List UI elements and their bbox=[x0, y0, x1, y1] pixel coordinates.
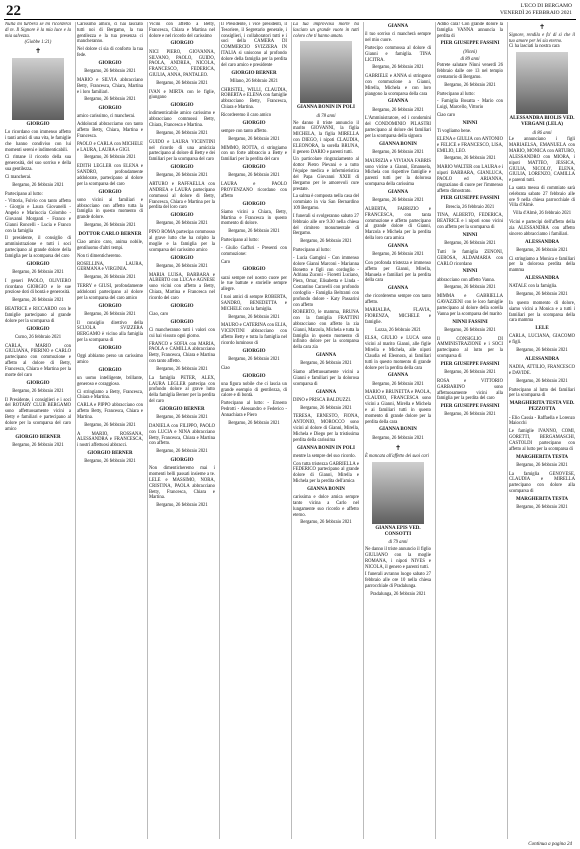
notice-text: Il CONSIGLIO DI AMMINISTRAZIONE e i SOCI partecipano al lutto per la scomparsa di bbox=[437, 336, 503, 360]
deceased-name: GIANNA BONIN IN POLI bbox=[297, 445, 355, 451]
cross-symbol: ✝ bbox=[35, 47, 41, 56]
notice-text: il tuo sorriso ci mancherà sempre nel mio cuore. bbox=[365, 32, 431, 44]
column-2 bbox=[75, 22, 144, 839]
deceased-name: GIORGIO bbox=[242, 348, 266, 354]
notice-text: Non ti dimenticheremo. bbox=[77, 253, 122, 259]
column-1 bbox=[4, 22, 72, 839]
notice-text: Caro bbox=[221, 259, 231, 265]
place-date: Bergamo, 26 febbraio 2021 bbox=[516, 378, 568, 384]
place-date: Bergamo, 26 febbraio 2021 bbox=[444, 370, 496, 376]
subtitle-text: di 86 anni bbox=[532, 130, 552, 136]
notice-text: Addolorati abbracciamo con tanto affetto Betty, Chiara, Martina e Francesca. bbox=[77, 122, 143, 139]
place-date: Pradalunga, 26 febbraio 2021 bbox=[370, 591, 426, 597]
deceased-name: GIORGIO bbox=[170, 213, 194, 219]
deceased-name: NINNI bbox=[462, 120, 478, 126]
notice-text: Partecipano al lutto: bbox=[221, 238, 259, 244]
notice-text: ROBERTO, le mamma, BRUNA con la famiglia FRATTINI abbracciano con affetto la zia Gianni, Marzola, Michela e tutta la famiglia in questo momento di infinito dolore per la scomparsa della cara zia bbox=[293, 310, 359, 351]
deceased-name: NINNI bbox=[462, 232, 478, 238]
deceased-name: GIORGIO BERNER bbox=[87, 451, 133, 457]
notice-text: ALBERTA, FABRIZIO e FRANCESCA, con tanta commozione e affetto partecipano al grande dolore di Gianni, Marzola e Michela per la perdita della loro cara amica bbox=[365, 206, 431, 242]
deceased-name: GIORGIO bbox=[170, 103, 194, 109]
place-date: Bergamo, 26 febbraio 2021 bbox=[300, 405, 352, 411]
deceased-name: GIANNA bbox=[387, 243, 409, 249]
place-date: Bergamo, 26 febbraio 2021 bbox=[12, 298, 64, 304]
deceased-name: GIANNA bbox=[387, 286, 409, 292]
notice-text: Le famiglie IVANNO, COMI, GORETTI, BERGAMASCHI, CASTOLDI partecipano con affetto al lutto per la scomparsa di bbox=[509, 429, 575, 452]
notice-text: Partecipo commossa al dolore di Gianni e famiglia. TINA LICITRA. bbox=[365, 45, 431, 63]
notice-text: Ci stringiamo a Monica e familiari per la dolorosa perdita della mamma bbox=[509, 256, 575, 274]
column-8 bbox=[507, 22, 576, 839]
notice-text: DANIELA con FILIPPO, PAOLO con LUCIA e NINA abbracciano Betty, Francesca, Chiara e Martina con affetto. bbox=[149, 423, 215, 447]
deceased-name: ALESSANDRA bbox=[525, 356, 559, 362]
notice-text: Ciao, caro bbox=[149, 311, 169, 317]
cross-symbol: ✝ bbox=[395, 444, 401, 453]
deceased-name: NINNI FASSINI bbox=[452, 319, 488, 325]
notice-text: PINO ROMA partecipa commosso al grave lutto che ha colpito la moglie e la famiglia per la scomparsa del carissimo amico bbox=[149, 230, 215, 253]
deceased-name: GIANNA bbox=[387, 373, 409, 379]
subtitle-text: di 78 anni bbox=[316, 113, 336, 119]
place-date: Bergamo, 26 febbraio 2021 bbox=[12, 269, 64, 275]
notice-text: mentre la sempre del suo ricordo. bbox=[293, 453, 356, 459]
place-date: Bergamo, 26 febbraio 2021 bbox=[372, 252, 424, 258]
notice-text: L'Amministratore, ed i condomini del CONDOMINIO PILASTRI partecipano al dolore dei familiari per la scomparsa della signora bbox=[365, 116, 431, 139]
place-date: Bergamo, 26 febbraio 2021 bbox=[516, 292, 568, 298]
notice-text: Ci mancherai. bbox=[5, 174, 32, 180]
notice-text: - Famiglia Bosatta - Mario con Luigi, Marcello, Vittorio bbox=[437, 99, 503, 111]
notice-text: NATALE con la famiglia. bbox=[509, 284, 558, 290]
deceased-name: NINNI bbox=[462, 269, 478, 275]
place-date: Bergamo, 26 febbraio 2021 bbox=[12, 388, 64, 394]
notice-text: CARLA, LUCIANA, GIACOMO e figli. bbox=[509, 334, 575, 346]
deceased-name: PIER GIUSEPPE FASSINI bbox=[440, 196, 500, 202]
deceased-name: MARGHERITA TESTA VED. PEZZOTTA bbox=[509, 401, 575, 413]
column-7 bbox=[435, 22, 504, 839]
place-date: Bergamo, 26 febbraio 2021 bbox=[84, 155, 136, 161]
notice-text: Vicini con affetto a Betty, Francesca, Chiara e Martina nel dolore e nel ricordo del carissimo bbox=[149, 22, 215, 39]
notice-text: I funerali avranno luogo sabato 27 febbraio alle ore 10 nella chiesa parrocchiale di Pradalunga. bbox=[365, 572, 431, 590]
notice-text: CARLA e PIPPO abbracciano con affetto Betty, Francesca, Chiara e Martina. bbox=[77, 403, 143, 420]
notice-text: Partecipano al lutto: bbox=[437, 91, 475, 97]
notice-text: Vicini e partecipi dell'affetto della zia ALESSANDRA con affetto sincero abbracciamo i familiari. bbox=[509, 220, 575, 237]
notice-text: I tuoi amici di sempre ROBERTA, SANDRO, BENEDETTA e MICHELE con la famiglia. bbox=[221, 295, 287, 312]
notice-text: In questo momento di dolore, siamo vicini a Monica e a tutti i familiari per la scomparsa della cara mamma bbox=[509, 300, 575, 324]
notice-text: FRANCO e SOFIA con MARIA, PAOLA e CAMILLA abbracciano Betty, Francesca, Chiara e Martina con tanto affetto. bbox=[149, 341, 215, 365]
subtitle-text: di 79 anni bbox=[388, 540, 408, 546]
deceased-name: GIORGIO bbox=[242, 373, 266, 379]
notice-text: Ne danno il triste annuncio il figlio GIULIANO con la moglie ROMANA, i nipoti NIVES e NICOLA, il genero e parenti tutti. bbox=[365, 547, 431, 570]
subtitle-text: (Ninni) bbox=[463, 49, 477, 55]
quote-text: Nulla mi turberà se mi ricorderai di te. Il Signore è la mia luce e la mia salvezza. bbox=[5, 22, 71, 39]
place-date: Bergamo, 26 febbraio 2021 bbox=[156, 80, 208, 86]
notice-text: Ti vogliamo bene. bbox=[437, 129, 472, 135]
place-date: Bergamo, 26 febbraio 2021 bbox=[228, 229, 280, 235]
notice-text: MAURO e CATERINA con ELIA, VICENTINI abbracciano con affetto Betty e tutta la famiglia nel ricordo luminoso di bbox=[221, 323, 287, 346]
deceased-name: GIANNA BONIN bbox=[307, 486, 345, 492]
notice-text: Siamo affettuosamente vicini a Gianni e familiari per la dolorosa scomparsa di bbox=[293, 370, 359, 387]
notice-text: MIMMA e GABRIELLA GAVAZZENI con le loro famiglie partecipano al dolore della sorella Vanna per la scomparsa del marito bbox=[437, 294, 503, 317]
place-date: Bergamo, 26 febbraio 2021 bbox=[84, 223, 136, 229]
notice-text: un uomo intelligente, brillante, generoso e coraggioso. bbox=[77, 375, 143, 387]
place-date: Bergamo, 26 febbraio 2021 bbox=[372, 65, 424, 71]
place-date: Bergamo, 26 febbraio 2021 bbox=[372, 149, 424, 155]
notice-text: Partecipano al lutto dei familiari per la scomparsa di bbox=[509, 387, 575, 399]
place-date: Bergamo, 26 febbraio 2021 bbox=[516, 247, 568, 253]
subtitle-text: (Giobbe 1:21) bbox=[24, 40, 52, 46]
portrait-photo bbox=[300, 41, 352, 103]
place-date: Bergamo, 26 febbraio 2021 bbox=[372, 381, 424, 387]
deceased-name: GIORGIO bbox=[98, 106, 122, 112]
place-date: Bergamo, 26 febbraio 2021 bbox=[516, 505, 568, 511]
notice-text: La salma è composta nella casa del commiato in via San Bernardino 109 Bergamo. bbox=[293, 194, 359, 212]
issue-date: VENERDÌ 26 FEBBRAIO 2021 bbox=[500, 9, 572, 16]
deceased-name: GIORGIO bbox=[170, 319, 194, 325]
notice-text: GABRIELE e ANNA si stringono con commozione a Gianni, Mirella, Michela e con loro piangono la scomparsa della cara bbox=[365, 74, 431, 97]
deceased-name: ALESSANDRA bbox=[525, 239, 559, 245]
subtitle-text: di 89 anni bbox=[460, 56, 480, 62]
notice-text: La famiglia GENOVESE, CLAUDIA e MIRELLA partecipano con dolore alla scomparsa di bbox=[509, 471, 575, 495]
notice-text: ROSA e VITTORIO GARBARINO sono affettuosamente vicini alla famiglia per la perdita del caro bbox=[437, 378, 503, 402]
place-date: Brescia, 26 febbraio 2021 bbox=[445, 204, 495, 210]
place-date: Curno, 26 febbraio 2021 bbox=[14, 334, 62, 340]
deceased-name: GIORGIO bbox=[170, 255, 194, 261]
deceased-name: GIORGIO bbox=[242, 165, 266, 171]
deceased-name: GIORGIO bbox=[170, 165, 194, 171]
notice-text: Siamo vicini a Chiara, Betty, Martina e Francesca in questo momento di dolore. bbox=[221, 209, 287, 227]
place-date: Bergamo, 26 febbraio 2021 bbox=[156, 503, 208, 509]
deceased-name: GIORGIO bbox=[170, 303, 194, 309]
notice-text: Ci stringiamo a Betty, Francesca, Chiara e Martina. bbox=[77, 389, 143, 401]
deceased-name: ALESSANDRA BIOLIS VED. VERGANI (LELA) bbox=[509, 116, 575, 128]
notice-text: ELSA, GIULIO e LUCA sono vicini al marito Gianni, alle figlie Mirella e Michela, alle nipoti Claudia ed Eleonora, ai familiari tutti in questo momento di grande dolore per la perdita della cara bbox=[365, 336, 431, 371]
place-date: Bergamo, 26 febbraio 2021 bbox=[444, 412, 496, 418]
notice-text: Il consiglio direttivo della SCUOLA SVIZZERA BERGAMO è vicino alla famiglia per la scomparsa di bbox=[77, 320, 143, 344]
notice-text: I funerali si svolgeranno sabato 27 febbraio alle ore 9.30 nella chiesa del cimitero monumentale di Bergamo. bbox=[293, 213, 359, 237]
quote-text: Signore, rendila e fa' di sì che il tuo amore per lei sia eterno. bbox=[509, 32, 575, 44]
deceased-name: GIANNA bbox=[387, 24, 409, 29]
place-date: Bergamo, 26 febbraio 2021 bbox=[516, 348, 568, 354]
deceased-name: PIER GIUSEPPE FASSINI bbox=[440, 41, 500, 47]
deceased-name: PIER GIUSEPPE FASSINI bbox=[440, 361, 500, 367]
notice-text: Con tutta tristezza GABRIELLA e FEDERICO partecipano al grande dolore di Gianni, Mirella e Michela per la perdita dell'amica bbox=[293, 461, 359, 485]
place-date: Bergamo, 26 febbraio 2021 bbox=[12, 442, 64, 448]
notice-text: Con profonda tristezza e immenso affetto per Gianni, Mirella, Manuela e familiari per la perdita della cara bbox=[365, 260, 431, 284]
notice-text: Ciao amico caro, anima nobile, gentiluomo d'altri tempi. bbox=[77, 240, 143, 251]
column-3 bbox=[147, 22, 216, 839]
deceased-name: GIORGIO bbox=[242, 120, 266, 126]
place-date: Bergamo, 26 febbraio 2021 bbox=[84, 97, 136, 103]
place-date: Bergamo, 26 febbraio 2021 bbox=[84, 422, 136, 428]
place-date: Bergamo, 26 febbraio 2021 bbox=[444, 241, 496, 247]
notice-text: CHRISTEL, WILLI, CLAUDIA, ROBERTA e ELENA con famiglie abbracciano Betty, Francesca, Chiara e Martina. bbox=[221, 87, 287, 111]
place-date: Bergamo, 26 febbraio 2021 bbox=[12, 182, 64, 188]
deceased-name: GIORGIO bbox=[26, 261, 50, 267]
notice-text: Ci rimane il ricordo della sua generosità, del suo sorriso e della sua gentilezza. bbox=[5, 155, 71, 173]
place-date: Bergamo, 26 febbraio 2021 bbox=[156, 415, 208, 421]
deceased-name: GIORGIO bbox=[26, 380, 50, 386]
deceased-name: GIORGIO bbox=[242, 267, 266, 273]
continued-note: Continua a pagina 24 bbox=[528, 842, 572, 847]
deceased-name: GIANNA bbox=[315, 353, 337, 359]
notice-text: Carissimo amico, ci hai lasciato tutti noi di Bergamo, la tua gentilezza e la tua presenza ci mancheranno. bbox=[77, 22, 143, 45]
notice-text: Il presidente, il consiglio di amministrazione e tutti i soci partecipano al grande dolore della famiglia per la scomparsa del caro bbox=[5, 236, 71, 259]
notice-text: MIMMO, ROTTA, ci stringiamo con un forte abbraccio a Betty e familiari per la perdita del caro bbox=[221, 145, 287, 163]
notice-text: Ne danno il triste annuncio il marito GIOVANNI, la figlia MICHELA, la figlia MIRELLA con DIEGO, i nipoti CLAUDIA, ELEONORA, la sorella BRUNA, il genero DARIO e parenti tutti. bbox=[293, 120, 359, 155]
column-4 bbox=[219, 22, 288, 839]
notice-text: Partecipano al lutto: bbox=[5, 191, 43, 197]
notice-text: La santa messa di commiato sarà celebrata sabato 27 febbraio alle ore 9 nella chiesa parrocchiale di Villa d'Almè. bbox=[509, 185, 575, 209]
place-date: Bergamo, 26 febbraio 2021 bbox=[84, 459, 136, 465]
deceased-name: GIANNA EPIS VED. CONSOTTI bbox=[375, 525, 421, 538]
place-date: Bergamo, 26 febbraio 2021 bbox=[156, 263, 208, 269]
place-date: Bergamo, 26 febbraio 2021 bbox=[300, 239, 352, 245]
place-date: Bergamo, 26 febbraio 2021 bbox=[372, 198, 424, 204]
notice-text: carissima e dolce amica sempre tanto vicina a Carlo nel lungamente suo ricordo e affetto eterno. bbox=[293, 495, 359, 518]
place-date: Bergamo, 26 febbraio 2021 bbox=[372, 107, 424, 113]
deceased-name: GIORGIO BERNER bbox=[15, 434, 61, 440]
place-date: Bergamo, 26 febbraio 2021 bbox=[228, 314, 280, 320]
notice-text: Oggi abbiamo perso un carissimo amico bbox=[77, 354, 143, 365]
deceased-name: LELE bbox=[535, 326, 549, 332]
notice-text: sempre con tanto affetto. bbox=[221, 128, 268, 134]
notice-text: I generi PAOLO, OLIVIERO ricordano GIORGIO e le sue preziose doti di bontà e generosità. bbox=[5, 278, 71, 296]
notice-text: GUIDO e LAURA VICENTINI nel ricordo di una amicizia partecipano al dolore di Betty e dei familiari per la scomparsa del caro bbox=[149, 139, 215, 163]
notice-text: Potrete salutare Ninni venerdì 26 febbraio dalle ore 13 nel tempio crematorio di Bergamo. bbox=[437, 63, 503, 80]
place-date: Milano, 26 febbraio 2021 bbox=[230, 78, 278, 84]
deceased-name: GIORGIO bbox=[98, 367, 122, 373]
deceased-name: GIORGIO bbox=[98, 303, 122, 309]
deceased-name: GIORGIO bbox=[170, 41, 194, 47]
notice-text: Ci mancheranno tutti i valori con cui hai vissuto ogni giorno. bbox=[149, 327, 215, 339]
notice-text: TERESA, ERNESTO, FIONA, ANTONIO, MOROCCO sono vicini al dolore di Gianni, Mirella, Michela e Diego per la tristissima perdita della carissima bbox=[293, 414, 359, 443]
notice-text: Nel dolore ci sia di conforto la tua fede. bbox=[77, 47, 143, 59]
notice-text: Ciao bbox=[221, 365, 230, 371]
newspaper-title: L'ECO DI BERGAMO bbox=[520, 3, 572, 9]
notice-text: - Lucia Gamgini - Con immenso dolore Gianni Marconi - Marianna Bonetto e figli con cordoglio - Adriana Zuconi - Fioretti Luciano, Piera, Omar, Elisabetta e Linda - Costantino Caravelli con profondo cordoglio - Famiglia Beltrami con profondo dolore - Katy Passarini con affetto bbox=[293, 255, 359, 308]
place-date: Bergamo, 26 febbraio 2021 bbox=[228, 136, 280, 142]
place-date: Bergamo, 26 febbraio 2021 bbox=[444, 285, 496, 291]
deceased-name: MARGHERITA TESTA bbox=[515, 454, 569, 460]
deceased-name: MARGHERITA TESTA bbox=[515, 496, 569, 502]
place-date: Bergamo, 26 febbraio 2021 bbox=[84, 69, 136, 75]
place-date: Villa d'Almè, 26 febbraio 2021 bbox=[512, 211, 572, 217]
deceased-name: DOTTOR CARLO BERNER bbox=[78, 231, 142, 237]
notice-text: abbracciano con affetto Vanna. bbox=[437, 277, 495, 283]
place-date: Bergamo, 26 febbraio 2021 bbox=[228, 173, 280, 179]
notice-text: MAURIZIA e VIVIANA FABRIS sono vicine a Gianni, Emanuela, Michela con rispettive famiglie e parenti tutti per la dolorosa scomparsa della carissima bbox=[365, 158, 431, 188]
notice-text: ELENA e GIULIA con ANTONIO e FELICE e FRANCESCO, LISA, EMILIO, LEO. bbox=[437, 136, 503, 154]
portrait-photo bbox=[12, 58, 64, 120]
deceased-name: GIANNA BONIN IN POLI bbox=[297, 105, 355, 111]
notice-text: Ci ha lasciati la nostra cara bbox=[509, 44, 560, 50]
place-date: Bergamo, 26 febbraio 2021 bbox=[84, 311, 136, 317]
notice-text: ARTURO e RAFFAELLA con ANDREA e LAURA partecipano commossi al dolore di Betty, Francesca, Chiara e Martina per la perdita del loro caro bbox=[149, 182, 215, 211]
notice-text: IVAN e MIRTA con le figlie, giungano bbox=[149, 89, 215, 101]
notice-text: amico carissimo, ci mancherai. bbox=[77, 114, 136, 120]
place-date: Bergamo, 26 febbraio 2021 bbox=[300, 361, 352, 367]
notice-text: Addio cara! Con grande dolore la famiglia VANNA annuncia la perdita di bbox=[437, 22, 503, 39]
place-date: Bergamo, 26 febbraio 2021 bbox=[228, 420, 280, 426]
notice-text: NICI PIERO, GIOVANNA, SILVANO, PAOLO, GUIDO, PAOLA, ANDREA, NICOLA, FRANCESCO, FEDERICA, GIULIA, ANNA, PANTALEO. bbox=[149, 49, 215, 78]
notice-text: Il Presidente, i consiglieri e i soci del ROTARY CLUB BERGAMO sono affettuosamente vicini a Betty e familiari e partecipano al dolore per la scomparsa del caro amico bbox=[5, 397, 71, 432]
notice-text: BEATRICE e RICCARDO con le famiglie partecipano al grande dolore per la scomparsa di bbox=[5, 307, 71, 324]
column-5 bbox=[291, 22, 360, 839]
portrait-photo bbox=[372, 462, 424, 524]
notice-text: A MARIO, ROSSANA, ALESSANDRA e FRANCESCA, i nostri affettuosi abbracci. bbox=[77, 431, 143, 449]
notice-text: sarai sempre nel nostro cuore per le tue battute e storielle sempre allegre. bbox=[221, 275, 287, 293]
place-date: Bergamo, 26 febbraio 2021 bbox=[300, 520, 352, 526]
notice-text: LAURA e PAOLO PROVENZANO ricordano con affetto bbox=[221, 182, 287, 199]
notice-text: ROSELLINA, LAURA, GERMANA e VIRGINIA. bbox=[77, 261, 143, 273]
notice-text: Il Presidente, i vice presidenti, il Tesoriere, il Segretario generale, i consiglieri, i collaboratori tutti e i soci della CAMERA DI COMMERCIO SVIZZERA IN ITALIA si uniscono al profondo dolore della famiglia per la perdita del caro amico e presidente bbox=[221, 22, 287, 68]
deceased-name: GIORGIO bbox=[98, 345, 122, 351]
place-date: Bergamo, 26 febbraio 2021 bbox=[444, 82, 496, 88]
notice-text: TERRY e GIUSI, profondamente addolorati partecipano al dolore per la scomparsa del caro amico bbox=[77, 284, 143, 301]
place-date: Bergamo, 26 febbraio 2021 bbox=[156, 449, 208, 455]
place-date: Bergamo, 26 febbraio 2021 bbox=[156, 366, 208, 372]
notice-text: Non dimenticheremo mai i momenti belli passati insieme a te. LELE e MASSIMO, NORA, CRISTINA, PAOLA abbracciano Betty, Francesca, Chiara e Martina. bbox=[149, 466, 215, 501]
deceased-name: GIORGIO bbox=[98, 60, 122, 66]
deceased-name: GIORGIO bbox=[242, 201, 266, 207]
cross-symbol: ✝ bbox=[539, 23, 545, 31]
notice-text: EDITH LEGLER con ELENA e SANDRO, profondamente addolorate, partecipano al dolore per la scomparsa del caro bbox=[77, 164, 143, 187]
notice-text: CARLA, MARIO con GIULIANA, PIERINO e CARLO partecipano con commozione e affetto al dolore di Betty, Francesca, Chiara e Martina per la morte del caro bbox=[5, 343, 71, 378]
notice-text: Ciao caro bbox=[437, 113, 456, 119]
masthead bbox=[500, 3, 572, 16]
notice-text: - Vittoria, Fulvio con tanto affetto - Giorgio e Laura Giovanelli - Angelo e Mariuccia Colombo - Giovanni Morganti - Franco e Gianni Roncelli - Lucia e Franco con la famiglia bbox=[5, 199, 71, 234]
deceased-name: PIER GIUSEPPE FASSINI bbox=[440, 404, 500, 410]
place-date: Bergamo, 26 febbraio 2021 bbox=[444, 156, 496, 162]
notice-text: MARIO e BRUNETTA e PAOLA, CLAUDIO, FRANCESCA sono vicini a Gianni, Mirella e Michela e ai familiari tutti in questo momento di grande dolore per la perdita della cara bbox=[365, 390, 431, 425]
notice-text: indimenticabile amico carissimo e abbracciano commossi Betty, Chiara, Francesca e Martina. bbox=[149, 111, 215, 129]
deceased-name: GIANNA BONIN bbox=[379, 141, 417, 147]
notice-text: La famiglia PETER, ALEX, LAURA LEGLER partecipa con profondo dolore al grave lutto della famiglia Berner per la perdita del caro bbox=[149, 375, 215, 405]
notice-text: - Elio Cassia - Raffaella e Lorenzo Maiocchi bbox=[509, 415, 575, 427]
place-date: Bergamo, 26 febbraio 2021 bbox=[372, 435, 424, 441]
notice-text: sono vicini ai familiari e abbracciano con affetto tutta la famiglia in questo momento di grande dolore. bbox=[77, 197, 143, 221]
notice-text: MARIO WALTER con LAURA e i nipoti BARBARA, GIANLUCA, PAOLO ed ARIANNA, ringraziano di cuore per l'immenso affetto dimostrato. bbox=[437, 165, 504, 194]
place-date: Bergamo, 26 febbraio 2021 bbox=[444, 327, 496, 333]
notice-text: Tutti le famiglia ZENONI, GEROSA, ALDAMARIA con CARLO ricordano bbox=[437, 249, 503, 267]
deceased-name: ALESSANDRA bbox=[525, 276, 559, 282]
quote-text: È mancata all'affetto dei suoi cari bbox=[365, 454, 429, 460]
notice-text: PAOLO e CARLA con MICHELE e LAURA, LAURA e GIGI. bbox=[77, 141, 143, 153]
obituary-columns bbox=[4, 22, 576, 839]
notice-text: Lo ricordano con immenso affetto i tanti amici di una vita, le famiglie che hanno condiviso con lui momenti sereni e indimenticabili. bbox=[5, 130, 71, 153]
notice-text: MARIA LUISA, BARBARA e ALBERTO con LUCA e AGNESE sono vicini con affetto a Betty, Chiara, Martina e Francesca nel ricordo del caro bbox=[149, 272, 215, 301]
deceased-name: GIANNA bbox=[387, 99, 409, 105]
notice-text: MARIALBA, FLAVIA, FIORENZA, MICHELE e famiglie. bbox=[365, 308, 431, 325]
deceased-name: GIORGIO bbox=[170, 458, 194, 464]
notice-text: MARIO e SILVIA abbracciano Betty, Francesca, Chiara, Martina e i loro familiari. bbox=[77, 77, 143, 95]
notice-text: che ricorderemo sempre con tanto affetto. bbox=[365, 294, 431, 306]
notice-text: - Giulio Gaffuri - Presenti con commozione: bbox=[221, 245, 287, 257]
place-date: Bergamo, 26 febbraio 2021 bbox=[156, 130, 208, 136]
place-date: Bergamo, 26 febbraio 2021 bbox=[156, 221, 208, 227]
place-date: Bergamo, 26 febbraio 2021 bbox=[156, 173, 208, 179]
deceased-name: GIANNA BONIN bbox=[379, 427, 417, 433]
deceased-name: GIORGIO BERNER bbox=[159, 406, 205, 412]
notice-text: NADIA, ATTILIO, FRANCESCO e DAVIDE. bbox=[509, 365, 575, 376]
notice-text: Ricorderemo il caro amico bbox=[221, 112, 272, 118]
notice-text: DINO e PRISCA BALDUZZI. bbox=[293, 397, 352, 403]
notice-text: TINA, ALBERTO, FEDERICA, BEATRICE e i nipoti sono vicini con affetto per la scomparsa di bbox=[437, 213, 503, 231]
deceased-name: GIORGIO bbox=[26, 121, 50, 127]
deceased-name: GIORGIO bbox=[98, 189, 122, 195]
portrait-photo bbox=[516, 52, 568, 114]
quote-text: La tua improvvisa morte ha lasciato un grande vuoto in tutti coloro che ti hanno amato. bbox=[293, 22, 359, 39]
notice-text: Partecipano al lutto: - Ernesto Pedrotti - Alessandro e Federico - Annachiara e Piero bbox=[221, 401, 287, 418]
deceased-name: GIANNA bbox=[315, 389, 337, 395]
notice-text: Un particolare ringraziamento al dottor Pietro Pievani e a tutto l'équipe medica e infermieristica del Papa Giovanni XXIII di Bergamo per le amorevoli cure prestate. bbox=[293, 157, 359, 192]
notice-text: Partecipano al lutto: bbox=[293, 248, 331, 254]
place-date: Lozza, 26 febbraio 2021 bbox=[375, 327, 421, 333]
place-date: Bergamo, 26 febbraio 2021 bbox=[228, 356, 280, 362]
header-rule bbox=[4, 19, 576, 20]
deceased-name: GIORGIO BERNER bbox=[231, 70, 277, 76]
notice-text: una figura nobile che ci lascia un grande esempio di gentilezza, di calore e di bontà. bbox=[221, 381, 287, 399]
deceased-name: GIANNA bbox=[387, 189, 409, 195]
page-number: 22 bbox=[6, 3, 21, 19]
place-date: Bergamo, 26 febbraio 2021 bbox=[84, 275, 136, 281]
place-date: Bergamo, 26 febbraio 2021 bbox=[516, 462, 568, 468]
deceased-name: GIORGIO bbox=[26, 326, 50, 332]
notice-text: Le annunciano i figli MARIAELSA, EMANUELA con MARIO, MONICA con ARTURO, ALESSANDRO con MIORA, i nipoti MATTEO, JESSICA, GIULIA, NICOLO', ELENA, GIULIA, LORENZO, CAMILLA e parenti tutti. bbox=[509, 137, 575, 184]
column-6 bbox=[363, 22, 432, 839]
